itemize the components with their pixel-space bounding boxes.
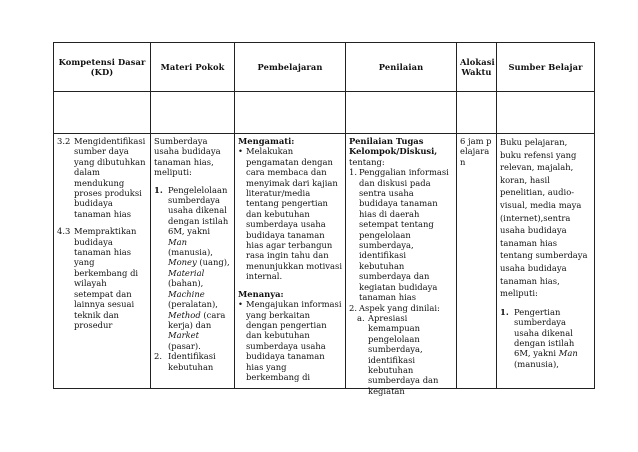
materi-intro: Sumberdaya usaha budidaya tanaman hias, meliputi: [154, 136, 221, 178]
alokasi-text: 6 jam pelajaran [460, 136, 492, 167]
mengamati-bullet: • Melakukan pengamatan dengan cara membaca dan menyimak dari kajian literatur/media tentang pengertian dan kebutuhan sumberdaya usaha budidaya tanaman hias agar terbangun rasa ingin tahu dan menunjukkan motivasi internal. [238, 146, 342, 282]
header-alokasi: Alokasi Waktu [457, 43, 497, 92]
header-materi: Materi Pokok [151, 43, 235, 92]
pembelajaran-cell [235, 134, 346, 389]
bullet-icon: • [238, 146, 243, 157]
penilaian-title: Penilaian Tugas Kelompok/Diskusi, [349, 136, 438, 157]
sumber-text: Buku pelajaran, buku refensi yang relevan, majalah, koran, hasil penelitian, audio-visual, media maya (internet),sentra usaha budidaya tanaman hias tentang sumberdaya usaha budidaya tanaman hias, meliputi: [500, 137, 588, 299]
kd-item: 3.2 Mengidentifikasi sumber daya yang dibutuhkan dalam mendukung proses produksi budidaya tanaman hias [57, 136, 146, 219]
empty-row [54, 92, 595, 134]
materi-item: 2. Identifikasi kebutuhan [154, 351, 216, 372]
menanya-bullet: • Mengajukan informasi yang berkaitan dengan pengertian dan kebutuhan sumberdaya usaha budidaya tanaman hias yang berkembang di [238, 299, 342, 382]
penilaian-subtitle: tentang: [349, 156, 385, 167]
header-row [54, 43, 595, 92]
materi-item: 1. Pengelelolaan sumberdaya usaha dikenal dengan istilah 6M, yakni Man (manusia), Money (uang), Material (bahan), Machine (peralatan), Method (cara kerja) dan Market (pasar). [154, 184, 230, 351]
header-penilaian: Penilaian [346, 43, 457, 92]
alokasi-cell [457, 134, 497, 389]
sumber-item: 1. Pengertian sumberdaya usaha dikenal dengan istilah 6M, yakni Man (manusia), [500, 306, 578, 369]
bullet-icon: • [238, 299, 243, 310]
penilaian-item: 1. Penggalian informasi dan diskusi pada sentra usaha budidaya tanaman hias di daerah setempat tentang pengelolaan sumberdaya, identifikasi kebutuhan sumberdaya dan kegiatan budidaya tanaman hias [349, 167, 449, 303]
header-sumber: Sumber Belajar [497, 43, 595, 92]
materi-cell [151, 134, 235, 389]
header-kd: Kompetensi Dasar (KD) [54, 43, 151, 92]
syllabus-table [53, 42, 595, 396]
penilaian-item: 2. Aspek yang dinilai: [349, 302, 440, 313]
penilaian-subitem: a. Apresiasi kemampuan pengelolaan sumberdaya, identifikasi kebutuhan sumberdaya dan kegiatan [357, 312, 439, 396]
menanya-label: Menanya: [238, 288, 284, 299]
kd-item: 4.3 Mempraktikan budidaya tanaman hias yang berkembang di wilayah setempat dan lainnya sesuai teknik dan prosedur [57, 226, 139, 330]
penilaian-cell [346, 134, 457, 396]
content-row [54, 134, 595, 389]
header-pembelajaran: Pembelajaran [235, 43, 346, 92]
kd-cell [54, 134, 151, 389]
sumber-cell [497, 134, 595, 389]
mengamati-label: Mengamati: [238, 136, 295, 146]
